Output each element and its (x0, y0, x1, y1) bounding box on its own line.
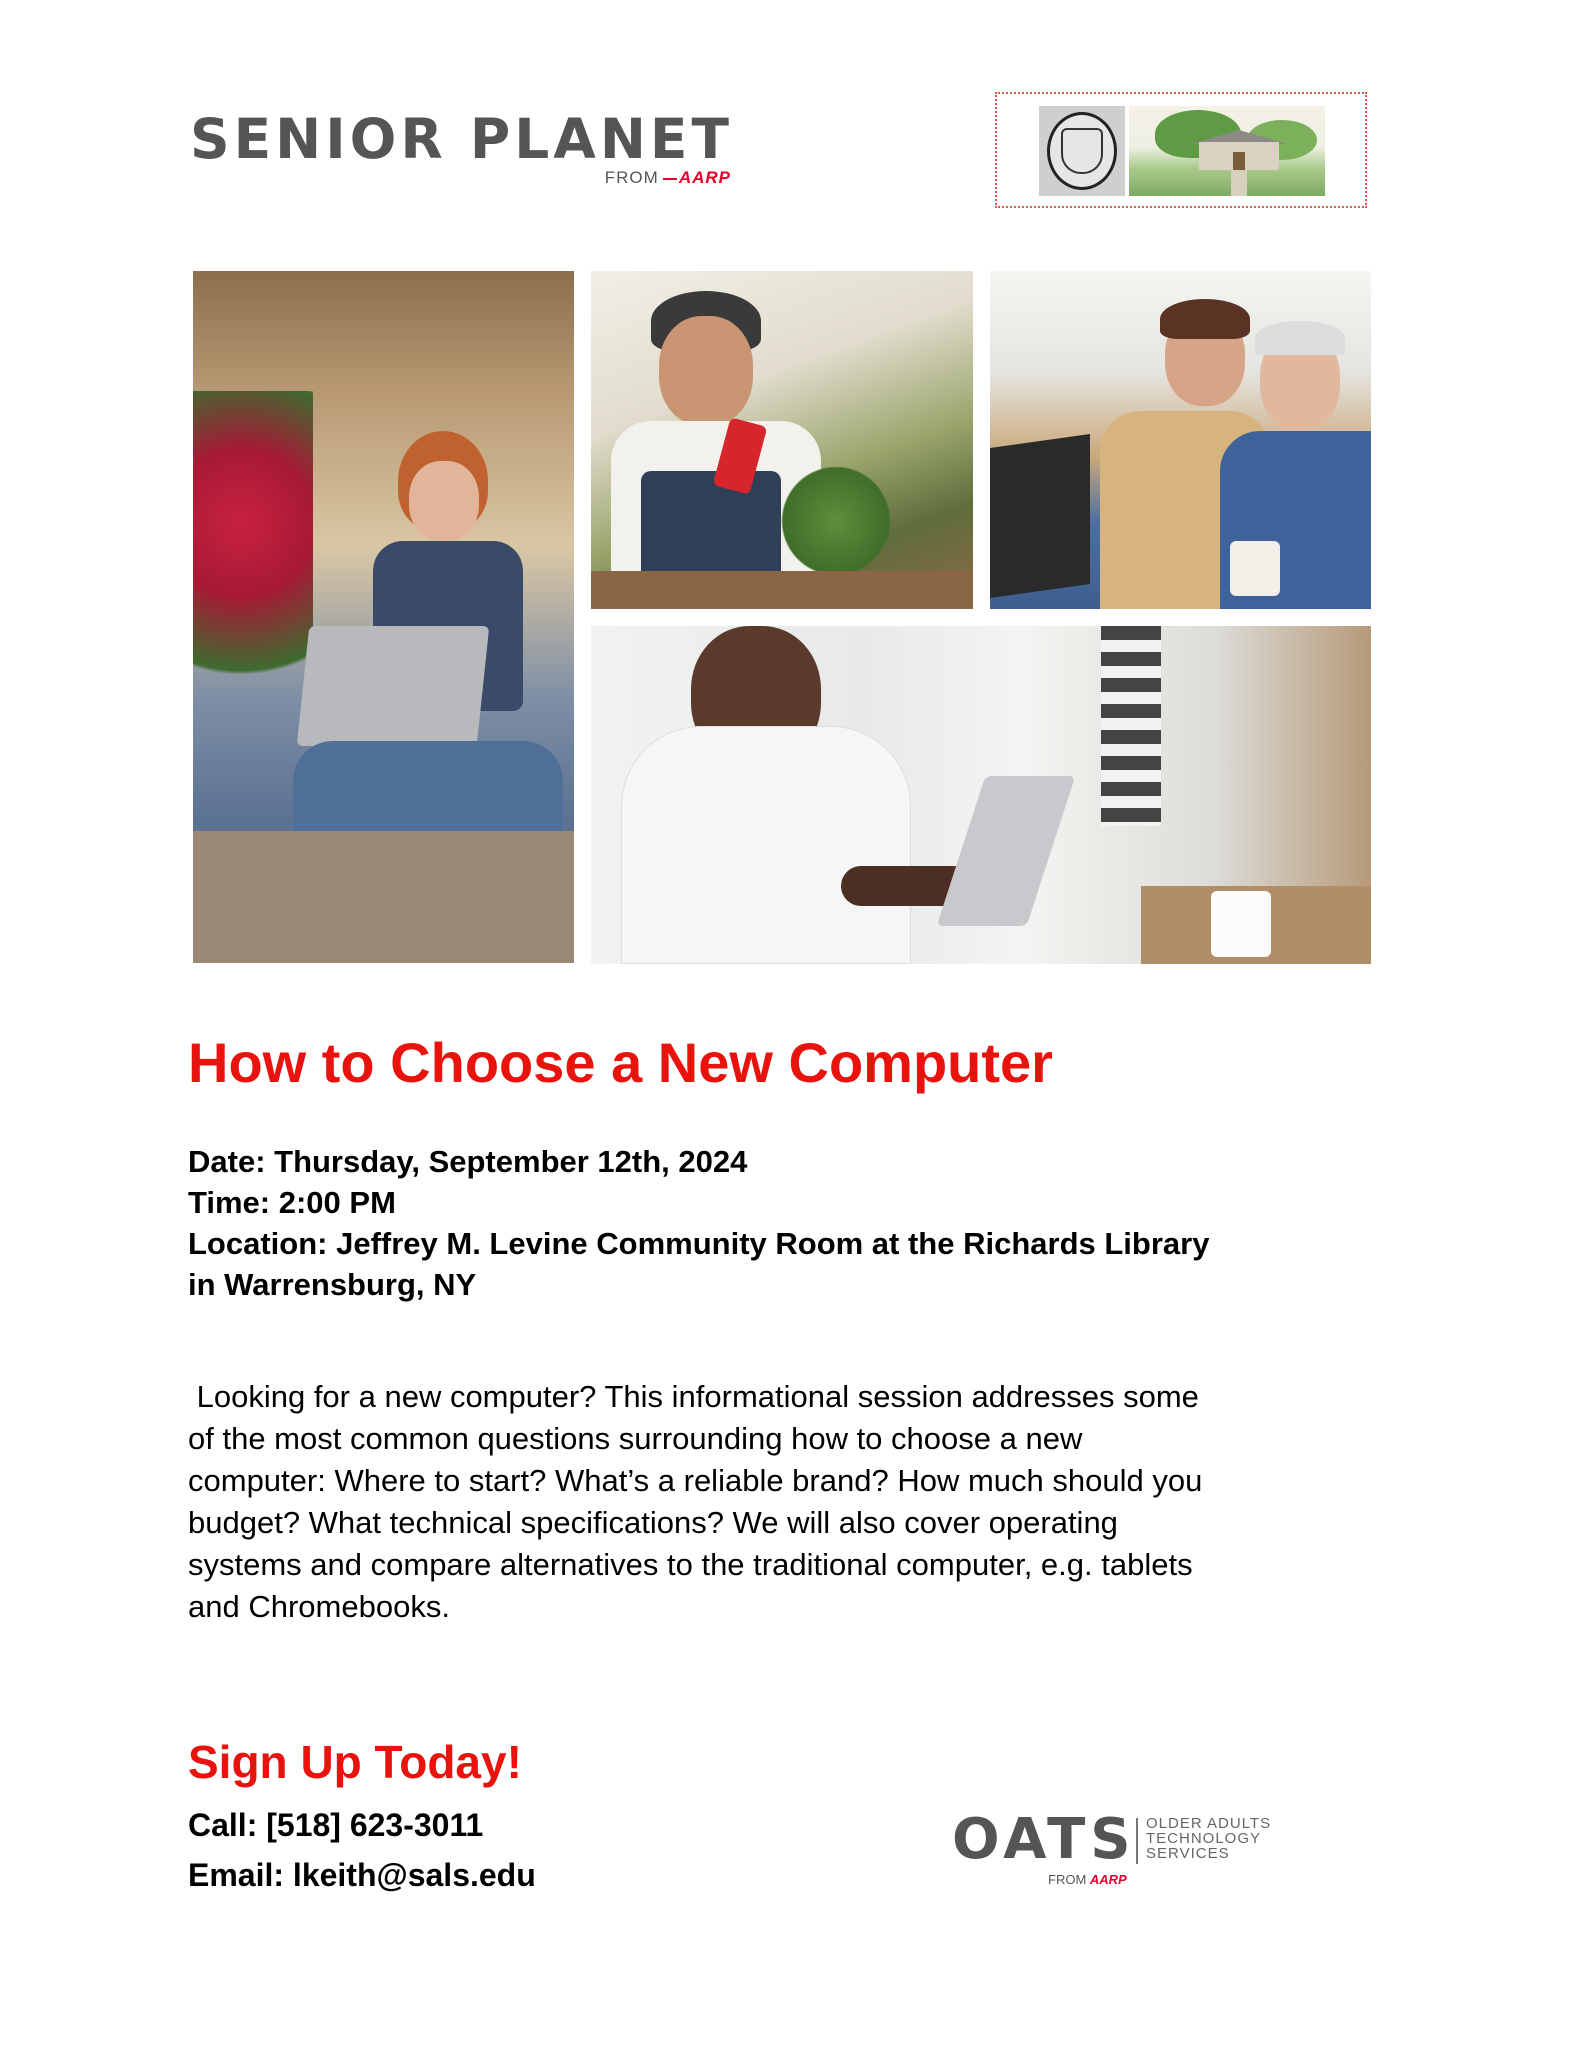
shelf-shape (1101, 626, 1161, 826)
description-line: Looking for a new computer? This informational session addresses some (188, 1379, 1199, 1414)
mug-shape (1211, 891, 1271, 957)
laptop-shape (990, 434, 1090, 598)
phone-number[interactable]: Call: [518] 623-3011 (188, 1807, 484, 1843)
description-line: computer: Where to start? What’s a reliable brand? How much should you (188, 1463, 1203, 1498)
table-shape (591, 571, 973, 609)
door-icon (1233, 152, 1245, 170)
from-aarp-tagline (605, 168, 731, 188)
event-location-cont: in Warrensburg, NY (188, 1267, 477, 1302)
from-label: FROM (1048, 1872, 1087, 1887)
plant-shape (771, 461, 901, 581)
from-label: FROM (604, 168, 659, 187)
oats-wordmark: OATS (952, 1807, 1136, 1872)
plant-shape (193, 391, 313, 721)
shirt-shape (621, 726, 911, 964)
aarp-dash-icon (663, 178, 677, 180)
library-painting-image (1129, 106, 1325, 196)
couple-laptop-photo (990, 271, 1371, 609)
face-shape (659, 316, 753, 426)
email-address[interactable]: Email: lkeith@sals.edu (188, 1857, 536, 1893)
senior-planet-wordmark: SENIOR PLANET (190, 107, 733, 171)
contact-info (188, 1800, 536, 1900)
description-line: and Chromebooks. (188, 1589, 450, 1624)
path-icon (1231, 170, 1247, 196)
description-line: of the most common questions surrounding how to choose a new (188, 1421, 1083, 1456)
aarp-label: AARP (678, 168, 731, 187)
laptop-shape (937, 776, 1076, 926)
oats-from-aarp (1048, 1872, 1127, 1887)
mug-shape (1230, 541, 1280, 596)
senior-planet-logo (190, 107, 733, 187)
signup-heading: Sign Up Today! (188, 1736, 522, 1788)
description-line: budget? What technical specifications? We will also cover operating (188, 1505, 1118, 1540)
woman-hair-shape (1160, 299, 1250, 339)
oats-logo (952, 1807, 1282, 1890)
face-shape (409, 461, 479, 541)
event-time: Time: 2:00 PM (188, 1185, 396, 1220)
man-phone-plants-photo (591, 271, 973, 609)
aarp-label: AARP (1089, 1872, 1127, 1887)
event-description (188, 1376, 1408, 1628)
oats-subtitle (1146, 1816, 1271, 1861)
oats-subtitle-line: OLDER ADULTS (1146, 1815, 1272, 1832)
laptop-shape (297, 626, 490, 746)
seal-shield-icon (1061, 128, 1103, 174)
man-typing-laptop-photo (591, 626, 1371, 964)
woman-phone-laptop-photo (193, 271, 574, 963)
oats-subtitle-line: TECHNOLOGY (1146, 1830, 1262, 1847)
event-details (188, 1141, 1408, 1305)
description-line: systems and compare alternatives to the traditional computer, e.g. tablets (188, 1547, 1193, 1582)
step-shape (193, 831, 574, 963)
event-date: Date: Thursday, September 12th, 2024 (188, 1144, 748, 1179)
man-hair-shape (1255, 321, 1345, 355)
event-location: Location: Jeffrey M. Levine Community Room at the Richards Library (188, 1226, 1210, 1261)
event-title: How to Choose a New Computer (188, 1031, 1053, 1094)
divider (1136, 1818, 1138, 1864)
library-seal-image (1039, 106, 1125, 196)
oats-subtitle-line: SERVICES (1146, 1845, 1230, 1862)
library-logo-box (995, 92, 1367, 208)
